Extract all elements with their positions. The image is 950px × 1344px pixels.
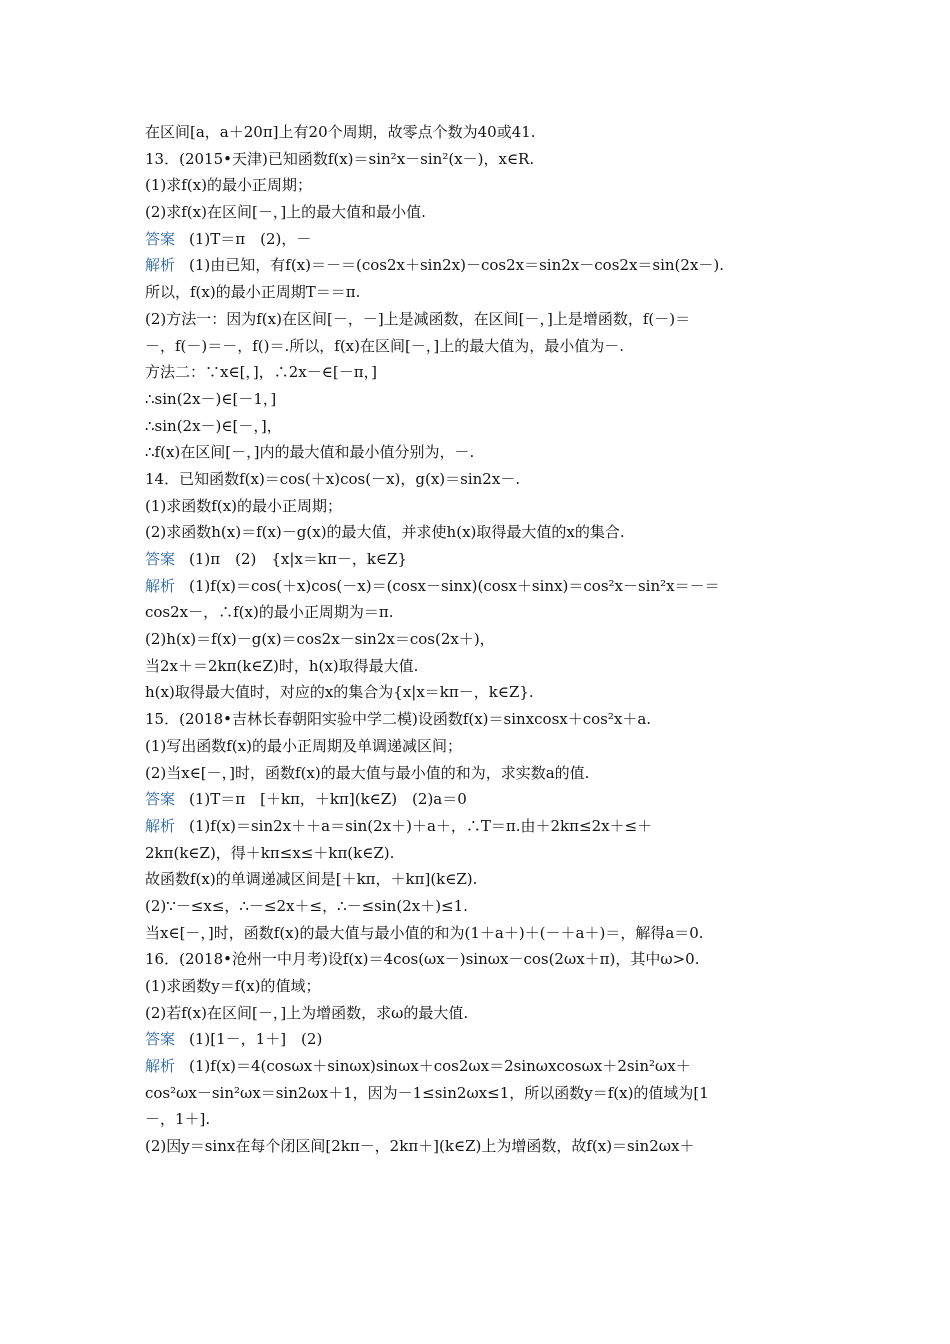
text-line: 所以，f(x)的最小正周期T＝＝π. [145,283,361,302]
text-line: (1)求f(x)的最小正周期； [145,176,312,195]
text-line: (2)h(x)＝f(x)－g(x)＝cos2x－sin2x＝cos(2x＋)， [145,630,495,649]
answer-line: 答案 (1)π (2) {x|x＝kπ－，k∈Z} [145,550,407,568]
text-line: 2kπ(k∈Z)，得＋kπ≤x≤＋kπ(k∈Z). [145,843,395,862]
text-line: (2)若f(x)在区间[－，]上为增函数，求ω的最大值. [145,1003,469,1022]
analysis-line: 解析 (1)f(x)＝sin2x＋＋a＝sin(2x＋)＋a＋，∴T＝π.由＋2kπ≤2x＋≤＋ [145,816,653,835]
text-line: (2)求函数h(x)＝f(x)－g(x)的最大值，并求使h(x)取得最大值的x的集合. [145,523,625,542]
text-line: (2)方法一：因为f(x)在区间[－，－]上是减函数，在区间[－，]上是增函数，f(－)＝ [145,309,691,328]
text-line: cos²ωx－sin²ωx＝sin2ωx＋1，因为－1≤sin2ωx≤1，所以函数y＝f(x)的值域为[1 [145,1083,709,1102]
answer-line: 答案 (1)T＝π [＋kπ，＋kπ](k∈Z) (2)a＝0 [145,790,467,809]
text-line: 方法二：∵x∈[，]，∴2x－∈[－π，] [145,363,377,382]
text-line: (1)写出函数f(x)的最小正周期及单调递减区间； [145,736,462,755]
text-line: 故函数f(x)的单调递减区间是[＋kπ，＋kπ](k∈Z). [145,870,478,889]
text-line: (1)求函数f(x)的最小正周期； [145,496,342,515]
question-14-title: 14．已知函数f(x)＝cos(＋x)cos(－x)，g(x)＝sin2x－. [145,469,521,488]
text-line: (2)当x∈[－，]时，函数f(x)的最大值与最小值的和为，求实数a的值. [145,763,590,782]
question-13-title: 13．(2015•天津)已知函数f(x)＝sin²x－sin²(x－)，x∈R. [145,149,535,168]
answer-line: 答案 (1)[1－，1＋] (2) [145,1030,323,1049]
analysis-tag: 解析 [145,816,176,835]
text-line: 在区间[a，a＋20π]上有20个周期，故零点个数为40或41. [145,123,536,141]
text-line: ∴f(x)在区间[－，]内的最大值和最小值分别为，－. [145,443,475,462]
text-line: －，1＋]. [145,1110,211,1129]
answer-line: 答案 (1)T＝π (2)，－ [145,229,312,248]
text-line: cos2x－，∴f(x)的最小正周期为＝π. [145,603,394,622]
text-line: (1)求函数y＝f(x)的值域； [145,977,321,995]
text-line: (2)因y＝sinx在每个闭区间[2kπ－，2kπ＋](k∈Z)上为增函数，故f(x)＝sin2ωx＋ [145,1137,695,1156]
answer-tag: 答案 [145,1030,176,1049]
text-line: 当2x＋＝2kπ(k∈Z)时，h(x)取得最大值. [145,656,419,675]
analysis-tag: 解析 [145,1057,176,1076]
analysis-tag: 解析 [145,256,176,275]
analysis-line: 解析 (1)f(x)＝4(cosωx＋sinωx)sinωx＋cos2ωx＝2sinωxcosωx＋2sin²ωx＋ [145,1057,691,1076]
analysis-line: 解析 (1)f(x)＝cos(＋x)cos(－x)＝(cosx－sinx)(cosx＋sinx)＝cos²x－sin²x＝－＝ [145,576,720,595]
text-line: 当x∈[－，]时，函数f(x)的最大值与最小值的和为(1＋a＋)＋(－＋a＋)＝，解得a＝0. [145,923,704,942]
text-line: (2)求f(x)在区间[－，]上的最大值和最小值. [145,203,426,222]
question-16-title: 16．(2018•沧州一中月考)设f(x)＝4cos(ωx－)sinωx－cos(2ωx＋π)，其中ω>0. [145,950,700,969]
answer-tag: 答案 [145,550,176,568]
analysis-tag: 解析 [145,576,176,595]
document-page [145,119,815,1160]
text-line: (2)∵－≤x≤，∴－≤2x＋≤，∴－≤sin(2x＋)≤1. [145,896,468,915]
question-15-title: 15．(2018•吉林长春朝阳实验中学二模)设函数f(x)＝sinxcosx＋cos²x＋a. [145,710,652,729]
answer-tag: 答案 [145,229,176,248]
analysis-line: 解析 (1)由已知，有f(x)＝－＝(cos2x＋sin2x)－cos2x＝sin2x－cos2x＝sin(2x－). [145,256,725,275]
text-line: －，f(－)＝－，f()＝.所以，f(x)在区间[－，]上的最大值为，最小值为－. [145,336,624,355]
text-line: h(x)取得最大值时，对应的x的集合为{x|x＝kπ－，k∈Z}. [145,683,534,702]
text-line: ∴sin(2x－)∈[－1，] [145,389,277,408]
text-line: ∴sin(2x－)∈[－，]， [145,416,282,435]
answer-tag: 答案 [145,790,176,809]
